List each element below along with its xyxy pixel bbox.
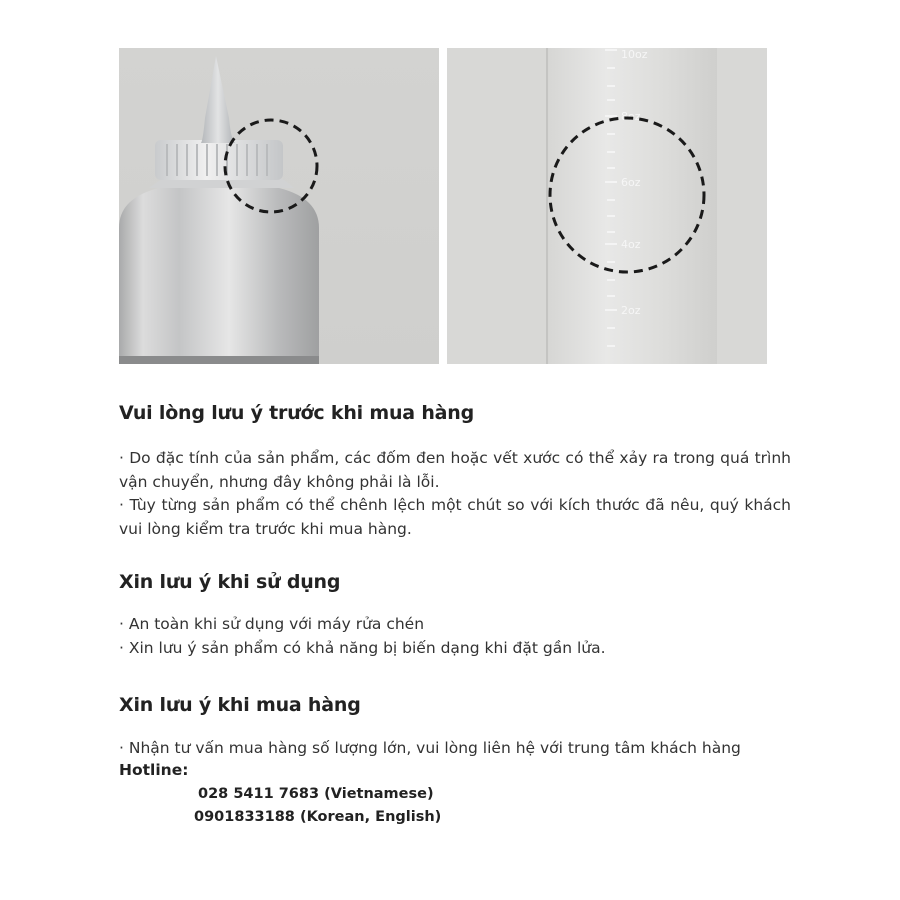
bottle-cap-shape bbox=[155, 140, 283, 180]
hotline-label: Hotline: bbox=[119, 761, 189, 779]
scale-label-4oz: 4oz bbox=[621, 238, 641, 251]
note-line: · Tùy từng sản phẩm có thể chênh lệch một chút so với kích thước đã nêu, quý khách vui lòng kiểm tra trước khi mua hàng. bbox=[119, 496, 791, 538]
note-line: · An toàn khi sử dụng với máy rửa chén bbox=[119, 615, 425, 633]
note-line: · Nhận tư vấn mua hàng số lượng lớn, vui lòng liên hệ với trung tâm khách hàng bbox=[119, 739, 741, 757]
scale-label-2oz: 2oz bbox=[621, 304, 641, 317]
scale-label-6oz: 6oz bbox=[621, 176, 641, 189]
section-title-usage: Xin lưu ý khi sử dụng bbox=[119, 571, 341, 593]
section-title-purchase: Xin lưu ý khi mua hàng bbox=[119, 694, 361, 716]
scale-label-8oz: 8oz bbox=[621, 110, 641, 123]
section-body-usage bbox=[119, 613, 791, 660]
bottle-scale-illustration bbox=[447, 48, 767, 364]
hotline-number-vietnamese: 028 5411 7683 (Vietnamese) bbox=[198, 786, 434, 802]
note-line: · Do đặc tính của sản phẩm, các đốm đen hoặc vết xước có thể xảy ra trong quá trình vận chuyển, nhưng đây không phải là lỗi. bbox=[119, 449, 791, 491]
scale-label-10oz: 10oz bbox=[621, 48, 648, 61]
bottle-nozzle-shape bbox=[201, 56, 235, 143]
bottle-cap-illustration bbox=[119, 48, 439, 364]
bottle-scale-photo bbox=[447, 48, 767, 364]
section-body-before-purchase bbox=[119, 447, 791, 541]
section-title-before-purchase: Vui lòng lưu ý trước khi mua hàng bbox=[119, 402, 475, 424]
hotline-number-korean-english: 0901833188 (Korean, English) bbox=[194, 809, 442, 825]
bottle-cap-photo bbox=[119, 48, 439, 364]
note-line: · Xin lưu ý sản phẩm có khả năng bị biến dạng khi đặt gần lửa. bbox=[119, 638, 606, 657]
bottle-body-shape bbox=[119, 188, 319, 364]
bottle-base-edge bbox=[119, 356, 319, 364]
section-body-purchase bbox=[119, 737, 791, 761]
